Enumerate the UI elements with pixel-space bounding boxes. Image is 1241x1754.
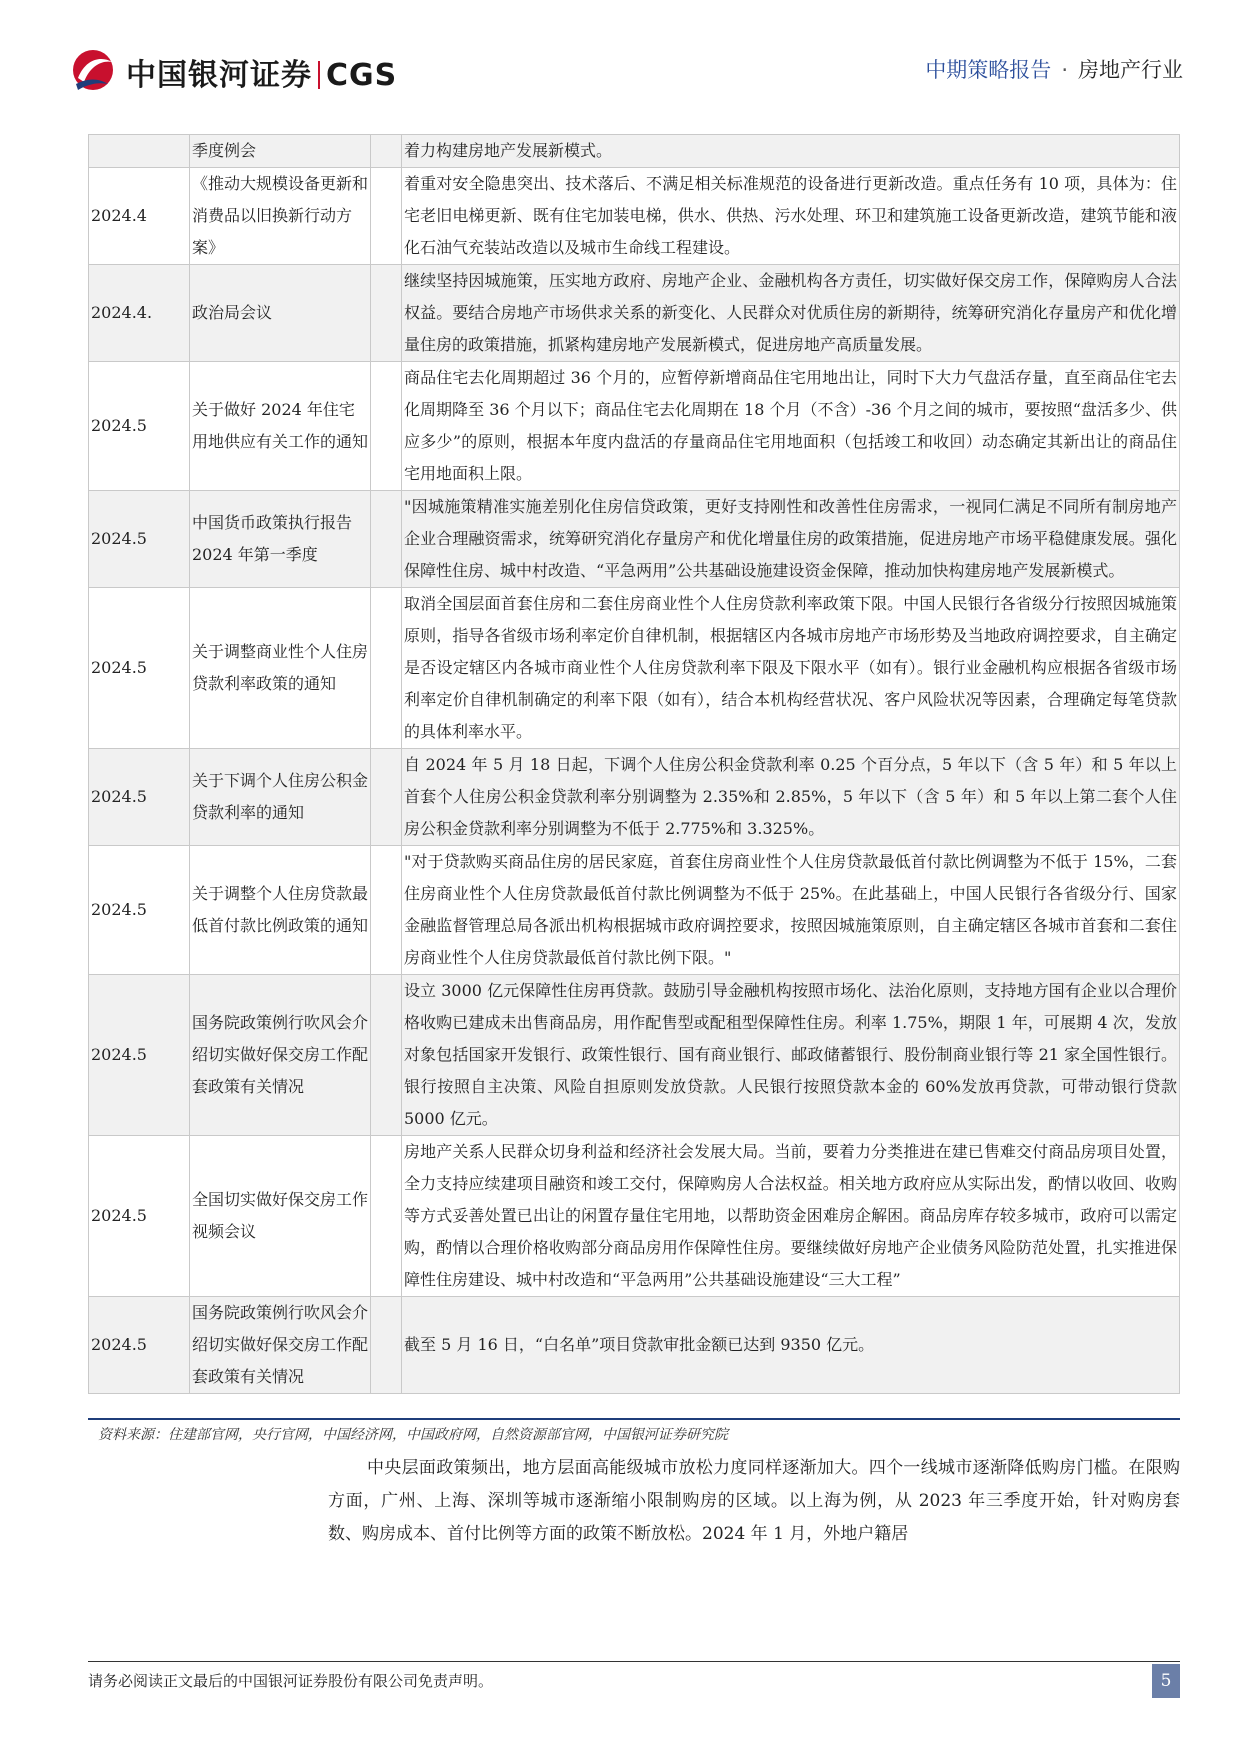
brand-name-cn: 中国银河证券	[126, 58, 312, 93]
policy-table	[88, 134, 1180, 1394]
date-cell: 2024.4.	[89, 265, 190, 362]
date-cell: 2024.5	[89, 1297, 190, 1394]
spacer-cell	[371, 588, 402, 749]
footer-disclaimer: 请务必阅读正文最后的中国银河证券股份有限公司免责声明。	[88, 1672, 494, 1690]
policy-content-cell: 截至 5 月 16 日，“白名单”项目贷款审批金额已达到 9350 亿元。	[402, 1297, 1180, 1394]
table-row	[89, 975, 1180, 1136]
paragraph-text: 中央层面政策频出，地方层面高能级城市放松力度同样逐渐加大。四个一线城市逐渐降低购房门槛。在限购方面，广州、上海、深圳等城市逐渐缩小限制购房的区域。以上海为例，从 2023 年三季度开始，针对购房套数、购房成本、首付比例等方面的政策不断放松。2024 年 1 月，外地户籍居	[328, 1458, 1180, 1544]
policy-name-cell: 中国货币政策执行报告 2024 年第一季度	[190, 491, 371, 588]
policy-name-cell: 季度例会	[190, 135, 371, 168]
table-row	[89, 846, 1180, 975]
spacer-cell	[371, 168, 402, 265]
table-row	[89, 135, 1180, 168]
report-industry: 房地产行业	[1078, 58, 1183, 82]
policy-table-body	[89, 135, 1180, 1394]
table-row	[89, 1136, 1180, 1297]
spacer-cell	[371, 362, 402, 491]
date-cell: 2024.5	[89, 975, 190, 1136]
policy-name-cell: 《推动大规模设备更新和消费品以旧换新行动方案》	[190, 168, 371, 265]
table-row	[89, 491, 1180, 588]
spacer-cell	[371, 135, 402, 168]
cgs-logo-icon	[68, 48, 118, 92]
policy-name-cell: 国务院政策例行吹风会介绍切实做好保交房工作配套政策有关情况	[190, 975, 371, 1136]
policy-name-cell: 国务院政策例行吹风会介绍切实做好保交房工作配套政策有关情况	[190, 1297, 371, 1394]
spacer-cell	[371, 1136, 402, 1297]
source-note: 资料来源：住建部官网，央行官网，中国经济网，中国政府网，自然资源部官网，中国银河证券研究院	[98, 1427, 728, 1443]
page-number: 5	[1152, 1664, 1180, 1698]
table-row	[89, 362, 1180, 491]
source-divider	[88, 1418, 1180, 1420]
table-row	[89, 749, 1180, 846]
spacer-cell	[371, 749, 402, 846]
policy-content-cell: "因城施策精准实施差别化住房信贷政策，更好支持刚性和改善性住房需求，一视同仁满足不同所有制房地产企业合理融资需求，统筹研究消化存量房产和优化增量住房的政策措施，促进房地产市场平稳健康发展。强化保障性住房、城中村改造、“平急两用”公共基础设施建设资金保障，推动加快构建房地产发展新模式。	[402, 491, 1180, 588]
page-header	[68, 40, 1183, 100]
policy-name-cell: 全国切实做好保交房工作视频会议	[190, 1136, 371, 1297]
policy-content-cell: 自 2024 年 5 月 18 日起，下调个人住房公积金贷款利率 0.25 个百分点，5 年以下（含 5 年）和 5 年以上首套个人住房公积金贷款利率分别调整为 2.35%和 2.85%，5 年以下（含 5 年）和 5 年以上第二套个人住房公积金贷款利率分别调整为不低于 2.775%和 3.325%。	[402, 749, 1180, 846]
table-row	[89, 168, 1180, 265]
policy-content-cell: 房地产关系人民群众切身利益和经济社会发展大局。当前，要着力分类推进在建已售难交付商品房项目处置，全力支持应续建项目融资和竣工交付，保障购房人合法权益。相关地方政府应从实际出发，酌情以收回、收购等方式妥善处置已出让的闲置存量住宅用地，以帮助资金困难房企解困。商品房库存较多城市，政府可以需定购，酌情以合理价格收购部分商品房用作保障性住房。要继续做好房地产企业债务风险防范处置，扎实推进保障性住房建设、城中村改造和“平急两用”公共基础设施建设“三大工程”	[402, 1136, 1180, 1297]
policy-content-cell: 着重对安全隐患突出、技术落后、不满足相关标准规范的设备进行更新改造。重点任务有 10 项，具体为：住宅老旧电梯更新、既有住宅加装电梯，供水、供热、污水处理、环卫和建筑施工设备更新改造，建筑节能和液化石油气充装站改造以及城市生命线工程建设。	[402, 168, 1180, 265]
policy-name-cell: 政治局会议	[190, 265, 371, 362]
report-type: 中期策略报告	[925, 58, 1052, 82]
brand-logo-text	[126, 50, 397, 94]
policy-content-cell: 继续坚持因城施策，压实地方政府、房地产企业、金融机构各方责任，切实做好保交房工作，保障购房人合法权益。要结合房地产市场供求关系的新变化、人民群众对优质住房的新期待，统筹研究消化存量房产和优化增量住房的政策措施，抓紧构建房地产发展新模式，促进房地产高质量发展。	[402, 265, 1180, 362]
spacer-cell	[371, 1297, 402, 1394]
brand-divider	[318, 61, 320, 89]
brand-name-en: CGS	[326, 58, 398, 93]
date-cell: 2024.5	[89, 362, 190, 491]
footer-divider	[88, 1661, 1180, 1662]
policy-content-cell: 设立 3000 亿元保障性住房再贷款。鼓励引导金融机构按照市场化、法治化原则，支持地方国有企业以合理价格收购已建成未出售商品房，用作配售型或配租型保障性住房。利率 1.75%，期限 1 年，可展期 4 次，发放对象包括国家开发银行、政策性银行、国有商业银行、邮政储蓄银行、股份制商业银行等 21 家全国性银行。银行按照自主决策、风险自担原则发放贷款。人民银行按照贷款本金的 60%发放再贷款，可带动银行贷款 5000 亿元。	[402, 975, 1180, 1136]
date-cell	[89, 135, 190, 168]
date-cell: 2024.4	[89, 168, 190, 265]
date-cell: 2024.5	[89, 1136, 190, 1297]
date-cell: 2024.5	[89, 749, 190, 846]
spacer-cell	[371, 975, 402, 1136]
policy-name-cell: 关于做好 2024 年住宅用地供应有关工作的通知	[190, 362, 371, 491]
date-cell: 2024.5	[89, 846, 190, 975]
policy-name-cell: 关于调整个人住房贷款最低首付款比例政策的通知	[190, 846, 371, 975]
policy-content-cell: 商品住宅去化周期超过 36 个月的，应暂停新增商品住宅用地出让，同时下大力气盘活存量，直至商品住宅去化周期降至 36 个月以下；商品住宅去化周期在 18 个月（不含）-36 个月之间的城市，要按照“盘活多少、供应多少”的原则，根据本年度内盘活的存量商品住宅用地面积（包括竣工和收回）动态确定其新出让的商品住宅用地面积上限。	[402, 362, 1180, 491]
body-paragraph	[328, 1452, 1180, 1551]
date-cell: 2024.5	[89, 491, 190, 588]
title-separator: ·	[1061, 58, 1068, 82]
policy-name-cell: 关于调整商业性个人住房贷款利率政策的通知	[190, 588, 371, 749]
date-cell: 2024.5	[89, 588, 190, 749]
spacer-cell	[371, 491, 402, 588]
policy-content-cell: 着力构建房地产发展新模式。	[402, 135, 1180, 168]
policy-content-cell: "对于贷款购买商品住房的居民家庭，首套住房商业性个人住房贷款最低首付款比例调整为不低于 15%，二套住房商业性个人住房贷款最低首付款比例调整为不低于 25%。在此基础上，中国人民银行各省级分行、国家金融监督管理总局各派出机构根据城市政府调控要求，按照因城施策原则，自主确定辖区各城市首套和二套住房商业性个人住房贷款最低首付款比例下限。"	[402, 846, 1180, 975]
table-row	[89, 265, 1180, 362]
report-title	[925, 54, 1183, 84]
policy-name-cell: 关于下调个人住房公积金贷款利率的通知	[190, 749, 371, 846]
policy-content-cell: 取消全国层面首套住房和二套住房商业性个人住房贷款利率政策下限。中国人民银行各省级分行按照因城施策原则，指导各省级市场利率定价自律机制，根据辖区内各城市房地产市场形势及当地政府调控要求，自主确定是否设定辖区内各城市商业性个人住房贷款利率下限及下限水平（如有）。银行业金融机构应根据各省级市场利率定价自律机制确定的利率下限（如有），结合本机构经营状况、客户风险状况等因素，合理确定每笔贷款的具体利率水平。	[402, 588, 1180, 749]
table-row	[89, 588, 1180, 749]
spacer-cell	[371, 265, 402, 362]
spacer-cell	[371, 846, 402, 975]
table-row	[89, 1297, 1180, 1394]
